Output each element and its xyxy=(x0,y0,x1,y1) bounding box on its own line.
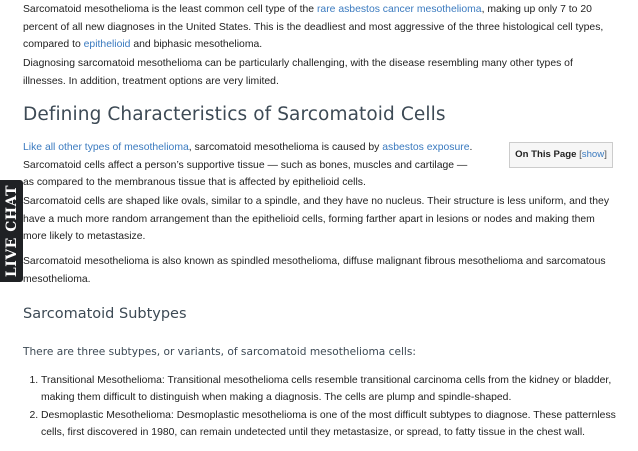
rare-asbestos-cancer-link[interactable]: rare asbestos cancer mesothelioma xyxy=(316,4,482,15)
section1-paragraph-3: Sarcomatoid mesothelioma is also known as spindled mesothelioma, diffuse malignant fibrous mesothelioma and sarcomatous mesothelioma. xyxy=(23,256,606,285)
section1-p1-text-b: . Sarcomatoid cells affect a person’s supportive tissue — such as bones, muscles and cartilage — as compared to the membranous tissue that is affected by epithelioid cells. xyxy=(23,142,473,188)
toc-title: On This Page xyxy=(515,149,577,160)
intro-p1-text-a: Sarcomatoid mesothelioma is the least common cell type of the xyxy=(23,4,317,15)
subtypes-intro: There are three subtypes, or variants, of sarcomatoid mesothelioma cells: xyxy=(23,346,416,358)
list-item: 1. Transitional Mesothelioma: Transitional mesothelioma cells resemble transitional carcinoma cells from the kidney or bladder, making them difficult to distinguish when making a diagnosis. The cells are plump and spindle-shaped. xyxy=(41,372,621,407)
list-item: 2. Desmoplastic Mesothelioma: Desmoplastic mesothelioma is one of the most difficult subtypes to diagnose. These patternless cells, first discovered in 1980, can remain undetected until they metastasize, or spread, to fatty tissue in the chest wall. xyxy=(41,407,621,442)
section1-paragraph-1 xyxy=(23,139,478,192)
toc-bracket-open: [ xyxy=(579,149,582,160)
section1-p1-text-a: , sarcomatoid mesothelioma is caused by xyxy=(188,142,383,153)
asbestos-exposure-link[interactable]: asbestos exposure xyxy=(382,142,470,153)
section-heading-subtypes: Sarcomatoid Subtypes xyxy=(23,306,187,322)
intro-p1-text-c: and biphasic mesothelioma. xyxy=(130,39,263,50)
subtypes-list xyxy=(23,372,621,441)
toc-show-link[interactable]: show xyxy=(581,149,605,160)
section-heading-defining-characteristics: Defining Characteristics of Sarcomatoid Cells xyxy=(23,104,446,125)
on-this-page-box xyxy=(509,142,613,168)
live-chat-label: LIVE CHAT xyxy=(3,184,20,278)
section1-paragraph-2: Sarcomatoid cells are shaped like ovals, similar to a spindle, and they have no nucleus. Their structure is less uniform, and they have a much more random arrangement than the epithelioid cells, forming farther apart in lesions or nodes and making them more likely to metastasize. xyxy=(23,196,610,242)
intro-paragraph-2: Diagnosing sarcomatoid mesothelioma can be particularly challenging, with the disease resembling many other types of illnesses. In addition, treatment options are very limited. xyxy=(23,58,573,87)
live-chat-button[interactable] xyxy=(0,180,23,282)
intro-paragraph-1 xyxy=(23,1,615,54)
toc-bracket-close: ] xyxy=(604,149,607,160)
types-of-mesothelioma-link[interactable]: Like all other types of mesothelioma xyxy=(23,142,189,153)
epithelioid-link[interactable]: epithelioid xyxy=(83,39,131,50)
intro-p1-text-b: , making up only 7 to 20 percent of all new diagnoses in the United States. This is the deadliest and most aggressive of the three histological cell types, compared to xyxy=(23,4,604,50)
